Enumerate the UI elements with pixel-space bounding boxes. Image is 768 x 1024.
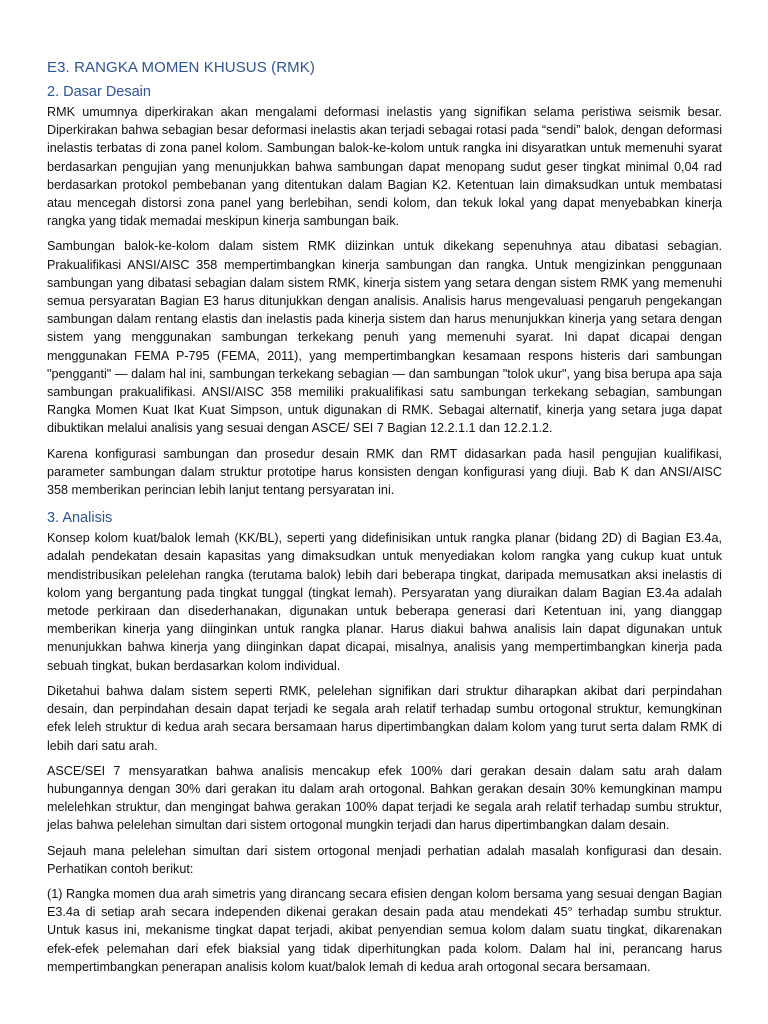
section-dasar-desain [47, 82, 722, 499]
section-heading-dasar-desain: 2. Dasar Desain [47, 84, 151, 100]
paragraph: Karena konfigurasi sambungan dan prosedur desain RMK dan RMT didasarkan pada hasil pengujian kualifikasi, parameter sambungan dalam struktur prototipe harus konsisten dengan konfigurasi yang diuji. Bab K dan ANSI/AISC 358 memberikan perincian lebih lanjut tentang persyaratan ini. [47, 446, 722, 498]
document-title: E3. RANGKA MOMEN KHUSUS (RMK) [47, 59, 315, 76]
paragraph: Sejauh mana pelelehan simultan dari sistem ortogonal menjadi perhatian adalah masalah konfigurasi dan desain. Perhatikan contoh berikut: [47, 843, 722, 876]
section-analisis [47, 508, 722, 976]
paragraph: RMK umumnya diperkirakan akan mengalami deformasi inelastis yang signifikan selama peristiwa seismik besar. Diperkirakan bahwa sebagian besar deformasi inelastis akan terjadi sebagai rotasi pada “sendi” balok, dengan deformasi inelastis terbatas di zona panel kolom. Sambungan balok-ke-kolom untuk rangka ini disyaratkan untuk memenuhi syarat berdasarkan pengujian yang menunjukkan bahwa sambungan dapat menopang sudut geser tingkat minimal 0,04 rad berdasarkan protokol pembebanan yang ditentukan dalam Bagian K2. Ketentuan lain dimaksudkan untuk membatasi atau mencegah distorsi zona panel yang berlebihan, sendi kolom, dan tekuk lokal yang dapat menyebabkan kinerja rangka yang tidak memadai meskipun kinerja sambungan baik. [47, 105, 722, 229]
paragraph: ASCE/SEI 7 mensyaratkan bahwa analisis mencakup efek 100% dari gerakan desain dalam satu arah dalam hubungannya dengan 30% dari gerakan itu dalam arah ortogonal. Bahkan gerakan desain 30% kemungkinan mampu melelehkan struktur, dan mengingat bahwa gerakan 100% dapat terjadi ke segala arah relatif terhadap sumbu struktur, jelas bahwa pelelehan simultan dari sistem ortogonal mungkin terjadi dan harus dipertimbangkan dalam desain. [47, 763, 722, 833]
paragraph: Sambungan balok-ke-kolom dalam sistem RMK diizinkan untuk dikekang sepenuhnya atau dibatasi sebagian. Prakualifikasi ANSI/AISC 358 mempertimbangkan kinerja sambungan dan rangka. Untuk mengizinkan penggunaan sambungan yang dibatasi sebagian dalam sistem RMK, kinerja sistem yang setara dengan sistem RMK yang memenuhi semua persyaratan Bagian E3 harus ditunjukkan dengan analisis. Analisis harus mengevaluasi pengaruh pengekangan sambungan dalam rentang elastis dan inelastis pada kinerja sistem dan harus menunjukkan kinerja yang setara dengan sistem yang menggunakan sambungan terkekang penuh yang memenuhi syarat. Ini dapat dicapai dengan menggunakan FEMA P-795 (FEMA, 2011), yang mempertimbangkan kesamaan respons histeris dari sambungan "pengganti" — dalam hal ini, sambungan terkekang sebagian — dan sambungan "tolok ukur", yang bisa berupa apa saja sambungan prakualifikasi. ANSI/AISC 358 memiliki prakualifikasi satu sambungan terkekang sebagian, sambungan Rangka Momen Kuat Ikat Kuat Simpson, untuk digunakan di RMK. Sebagai alternatif, kinerja yang setara juga dapat dibuktikan melalui analisis yang sesuai dengan ASCE/ SEI 7 Bagian 12.2.1.1 dan 12.2.1.2. [47, 239, 722, 436]
document-page [47, 58, 722, 983]
paragraph: (1) Rangka momen dua arah simetris yang dirancang secara efisien dengan kolom bersama yang sesuai dengan Bagian E3.4a di setiap arah secara independen dikenai gerakan desain pada atau mendekati 45° terhadap sumbu struktur. Untuk kasus ini, mekanisme tingkat dapat terjadi, akibat penyendian semua kolom dalam suatu tingkat, dikarenakan efek-efek pelemahan dari efek biaksial yang tidak diperhitungkan pada kolom. Dalam hal ini, perancang harus mempertimbangkan penerapan analisis kolom kuat/balok lemah di kedua arah ortogonal secara bersamaan. [47, 886, 722, 974]
paragraph: Konsep kolom kuat/balok lemah (KK/BL), seperti yang didefinisikan untuk rangka planar (bidang 2D) di Bagian E3.4a, adalah pendekatan desain kapasitas yang dimaksudkan untuk menyediakan kolom rangka yang cukup kuat untuk mendistribusikan pelelehan rangka (terutama balok) lebih dari beberapa tingkat, daripada memusatkan aksi inelastis di kolom yang bergantung pada tingkat tunggal (tingkat lemah). Persyaratan yang diuraikan dalam Bagian E3.4a adalah metode perkiraan dan disederhanakan, digunakan untuk beberapa generasi dari Ketentuan ini, yang dianggap memberikan kinerja yang diinginkan untuk rangka planar. Harus diakui bahwa analisis lain dapat digunakan untuk menunjukkan bahwa kinerja yang diinginkan dapat dicapai, misalnya, analisis yang mempertimbangkan kinerja pada sebuah tingkat, bukan berdasarkan kolom individual. [47, 531, 722, 673]
paragraph: Diketahui bahwa dalam sistem seperti RMK, pelelehan signifikan dari struktur diharapkan akibat dari perpindahan desain, dan perpindahan desain dapat terjadi ke segala arah relatif terhadap sumbu ortogonal struktur, kemungkinan efek leleh struktur di kedua arah secara bersamaan harus dipertimbangkan dalam kolom yang turut serta dalam RMK di lebih dari satu arah. [47, 683, 722, 753]
section-heading-analisis: 3. Analisis [47, 510, 113, 527]
